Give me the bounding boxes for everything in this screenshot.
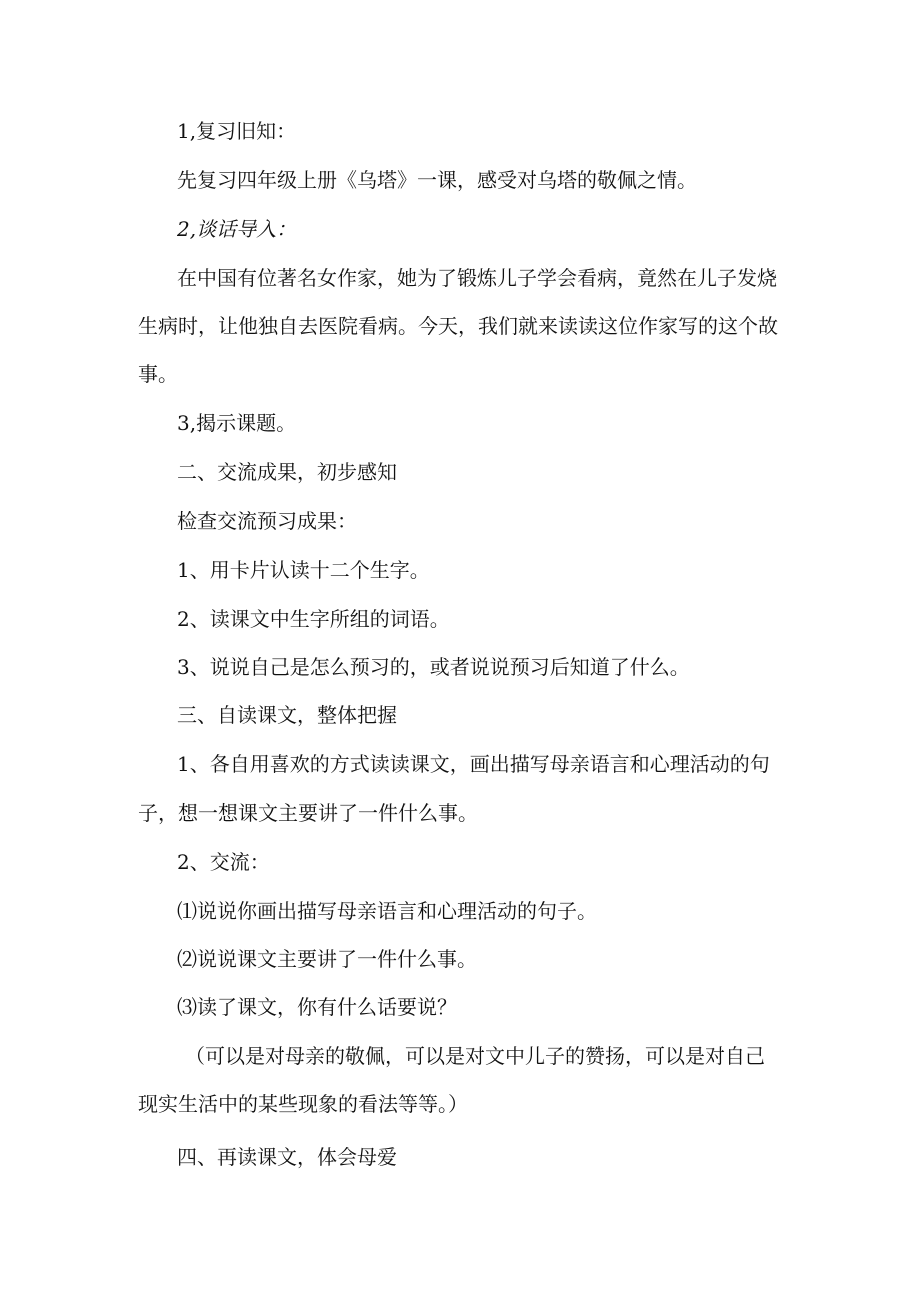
section-heading-4: 四、再读课文，体会母爱 bbox=[177, 1145, 397, 1169]
text-line-intro-body-2: 生病时，让他独自去医院看病。今天，我们就来读读这位作家写的这个故 bbox=[138, 314, 778, 338]
text-line-intro-body-3: 事。 bbox=[138, 362, 178, 386]
section-heading-2: 二、交流成果，初步感知 bbox=[177, 460, 397, 484]
list-item-read-1: 1、各自用喜欢的方式读读课文，画出描写母亲语言和心理活动的句 bbox=[177, 752, 770, 776]
list-item-exchange: 2、交流： bbox=[177, 850, 270, 874]
list-item-read-1-cont: 子，想一想课文主要讲了一件什么事。 bbox=[138, 801, 478, 825]
text-line-review-body: 先复习四年级上册《乌塔》一课，感受对乌塔的敬佩之情。 bbox=[177, 168, 697, 192]
sub-item-1: ⑴说说你画出描写母亲语言和心理活动的句子。 bbox=[177, 899, 597, 923]
text-line-check-preview: 检查交流预习成果： bbox=[177, 509, 357, 533]
sub-item-2: ⑵说说课文主要讲了一件什么事。 bbox=[177, 947, 477, 971]
text-line-intro-body-1: 在中国有位著名女作家，她为了锻炼儿子学会看病，竟然在儿子发烧 bbox=[177, 266, 777, 290]
note-line-2: 现实生活中的某些现象的看法等等。） bbox=[138, 1092, 468, 1116]
list-item-2: 2、读课文中生字所组的词语。 bbox=[177, 607, 450, 631]
text-line-review-heading: 1,复习旧知： bbox=[177, 119, 297, 143]
section-heading-3: 三、自读课文，整体把握 bbox=[177, 703, 397, 727]
sub-item-3: ⑶读了课文，你有什么话要说？ bbox=[177, 995, 457, 1019]
text-line-intro-heading: 2,谈话导入： bbox=[177, 217, 297, 241]
list-item-3: 3、说说自己是怎么预习的，或者说说预习后知道了什么。 bbox=[177, 655, 690, 679]
note-line-1: （可以是对母亲的敬佩，可以是对文中儿子的赞扬，可以是对自己 bbox=[185, 1044, 765, 1068]
list-item-1: 1、用卡片认读十二个生字。 bbox=[177, 558, 430, 582]
text-line-reveal-title: 3,揭示课题。 bbox=[177, 411, 297, 435]
